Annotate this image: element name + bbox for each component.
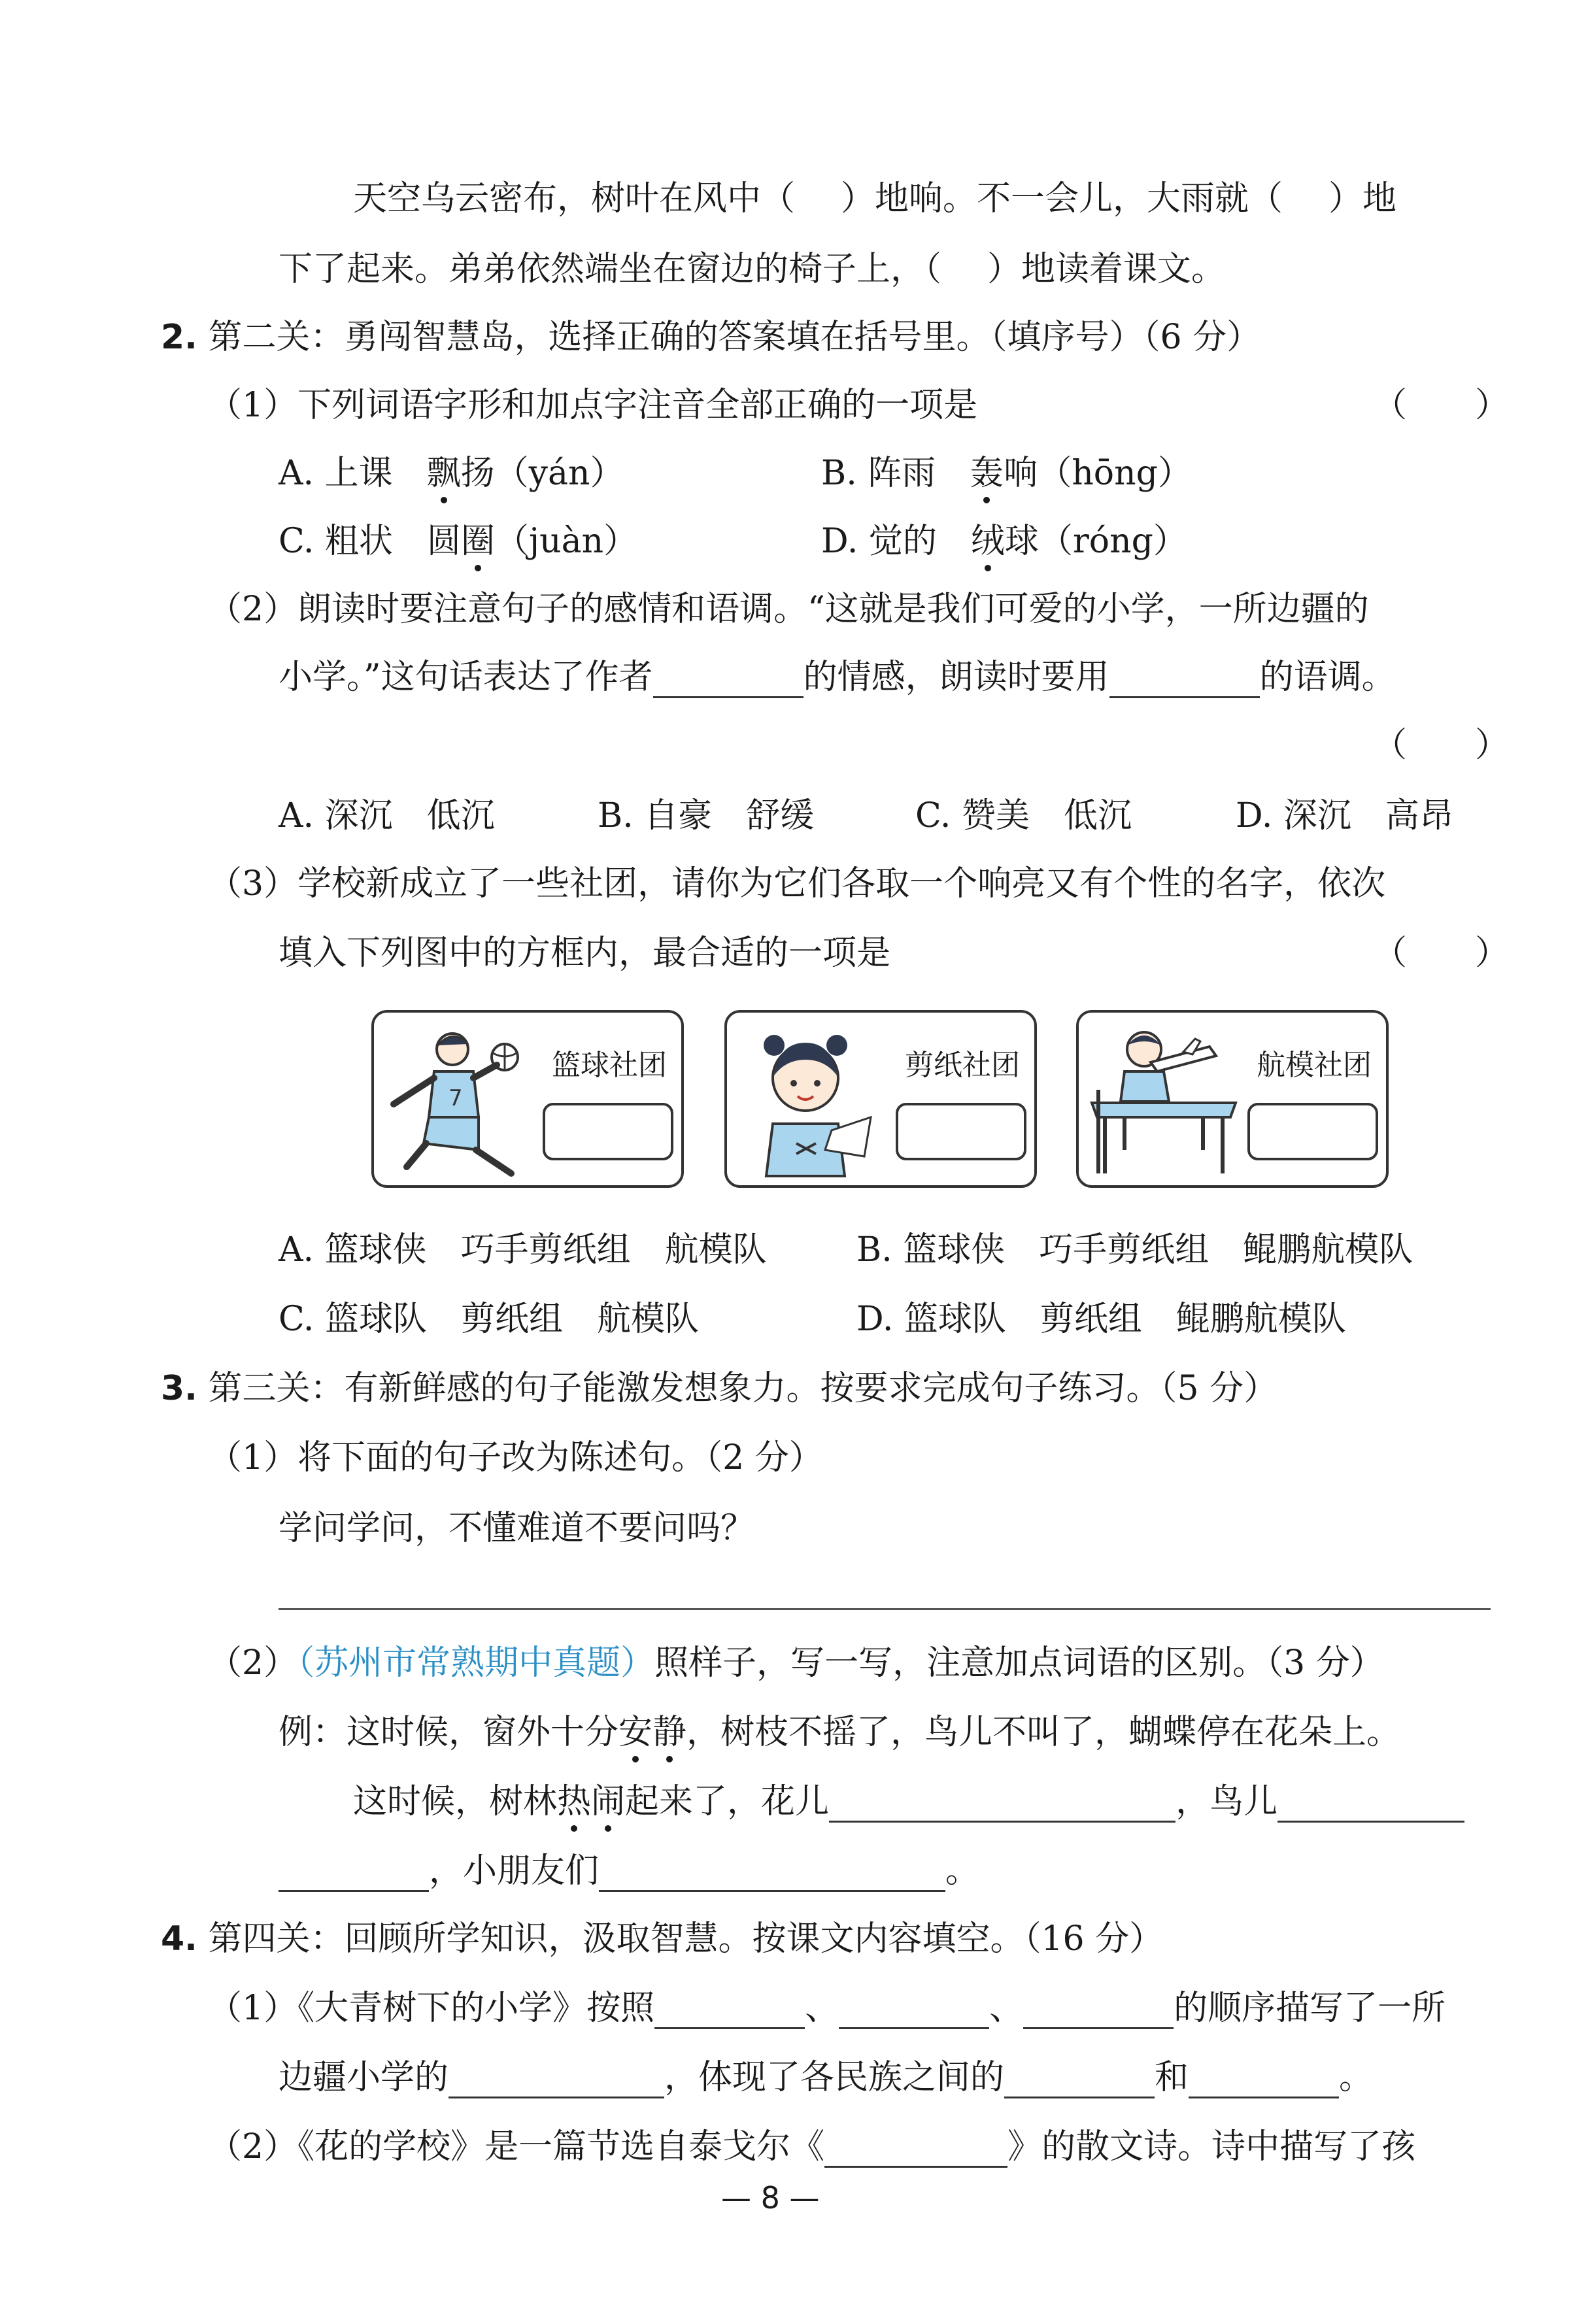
q3-2-line-1: 这时候，树林热闹起来了，花儿 ，鸟儿: [353, 1781, 1464, 1823]
q2-3-stem-1: （3）学校新成立了一些社团，请你为它们各取一个响亮又有个性的名字，依次: [208, 864, 1386, 903]
q3-1-stem: （1）将下面的句子改为陈述句。（2 分）: [208, 1438, 823, 1477]
q3-2-stem: （2）（苏州市常熟期中真题）照样子，写一写，注意加点词语的区别。（3 分）: [208, 1643, 1384, 1683]
answer-blank[interactable]: [829, 1784, 1176, 1823]
q2-2-option-d[interactable]: D. 深沉 高昂: [1236, 796, 1453, 835]
club-name-box[interactable]: [896, 1103, 1026, 1160]
papercut-girl-illustration: [734, 1019, 890, 1183]
question-2-title: 2. 第二关：勇闯智慧岛，选择正确的答案填在括号里。（填序号）（6 分）: [161, 318, 1261, 357]
q2-2-option-a[interactable]: A. 深沉 低沉: [279, 796, 495, 835]
club-name-box[interactable]: [543, 1103, 673, 1160]
model-plane-boy-illustration: [1085, 1019, 1242, 1183]
question-3-title: 3. 第三关：有新鲜感的句子能激发想象力。按要求完成句子练习。（5 分）: [161, 1369, 1278, 1408]
q2-1-option-c[interactable]: C. 粗状 圆圈（juàn）: [279, 522, 638, 561]
q3-2-example: 例：这时候，窗外十分安静，树枝不摇了，鸟儿不叫了，蝴蝶停在花朵上。: [279, 1713, 1401, 1752]
q4-1-line-2: 边疆小学的 ，体现了各民族之间的 和 。: [279, 2058, 1374, 2097]
answer-blank[interactable]: [654, 1991, 805, 2029]
question-4-title: 4. 第四关：回顾所学知识，汲取智慧。按课文内容填空。（16 分）: [161, 1919, 1164, 1959]
q2-1-option-d[interactable]: D. 觉的 绒球（róng）: [821, 522, 1187, 561]
answer-blank[interactable]: [1189, 2060, 1339, 2098]
dotted-char: 轰: [970, 454, 1004, 493]
club-name-papercut: 剪纸社团: [905, 1049, 1020, 1082]
q2-3-option-a[interactable]: A. 篮球侠 巧手剪纸组 航模队: [279, 1230, 767, 1270]
answer-blank[interactable]: [1109, 660, 1260, 698]
answer-blank[interactable]: [824, 2129, 1007, 2168]
answer-blank[interactable]: [279, 1853, 429, 1892]
q2-2-stem-1: （2）朗读时要注意句子的感情和语调。“这就是我们可爱的小学，一所边疆的: [208, 590, 1369, 629]
q2-1-answer-paren[interactable]: （ ）: [1373, 386, 1510, 425]
answer-blank[interactable]: [1277, 1784, 1464, 1823]
q2-3-stem-2: 填入下列图中的方框内，最合适的一项是: [279, 934, 891, 973]
answer-blank[interactable]: [1023, 1991, 1174, 2029]
cont-line-2: 下了起来。弟弟依然端坐在窗边的椅子上，（ ）地读着课文。: [279, 250, 1226, 289]
q2-3-answer-paren[interactable]: （ ）: [1373, 934, 1510, 973]
club-panel-model: [1076, 1010, 1389, 1188]
dotted-char: 飘: [426, 454, 461, 493]
club-name-model: 航模社团: [1257, 1049, 1372, 1082]
q2-1-option-b[interactable]: B. 阵雨 轰响（hōng）: [821, 454, 1192, 493]
club-panel-papercut: [724, 1010, 1037, 1188]
club-name-box[interactable]: [1247, 1103, 1378, 1160]
answer-blank[interactable]: [1004, 2060, 1155, 2098]
answer-blank[interactable]: [448, 2060, 664, 2098]
q2-3-option-d[interactable]: D. 篮球队 剪纸组 鲲鹏航模队: [856, 1300, 1346, 1339]
cont-line-1: 天空乌云密布，树叶在风中（ ）地响。不一会儿，大雨就（ ）地: [353, 179, 1397, 218]
answer-blank[interactable]: [839, 1991, 989, 2029]
q2-3-option-c[interactable]: C. 篮球队 剪纸组 航模队: [279, 1300, 699, 1339]
dotted-char: 热: [557, 1782, 592, 1821]
dotted-char: 安: [618, 1713, 653, 1752]
q2-2-option-b[interactable]: B. 自豪 舒缓: [598, 796, 815, 835]
q4-1-line-1: （1）《大青树下的小学》按照 、 、 的顺序描写了一所: [208, 1989, 1446, 2028]
q2-3-option-b[interactable]: B. 篮球侠 巧手剪纸组 鲲鹏航模队: [856, 1230, 1413, 1270]
club-panel-basketball: [371, 1010, 684, 1188]
page-number: — 8 —: [721, 2180, 820, 2215]
svg-text:7: 7: [448, 1085, 463, 1111]
q2-1-stem: （1）下列词语字形和加点字注音全部正确的一项是: [208, 386, 978, 425]
dotted-char: 圈: [461, 522, 496, 561]
dotted-char: 静: [652, 1713, 687, 1752]
basketball-player-illustration: [381, 1019, 537, 1183]
q2-2-answer-paren[interactable]: （ ）: [1373, 726, 1510, 765]
q3-1-sentence: 学问学问，不懂难道不要问吗？: [279, 1509, 755, 1548]
q2-1-option-a[interactable]: A. 上课 飘扬（yán）: [279, 454, 624, 493]
q3-2-line-2: ，小朋友们 。: [279, 1850, 979, 1892]
answer-line[interactable]: [279, 1608, 1491, 1610]
club-name-basketball: 篮球社团: [552, 1049, 667, 1082]
answer-blank[interactable]: [653, 660, 803, 698]
source-tag: （苏州市常熟期中真题）: [297, 1643, 655, 1683]
q4-2-line-1: （2）《花的学校》是一篇节选自泰戈尔《 》的散文诗。诗中描写了孩: [208, 2127, 1416, 2166]
answer-blank[interactable]: [599, 1853, 945, 1892]
dotted-char: 闹: [591, 1782, 626, 1821]
q2-2-option-c[interactable]: C. 赞美 低沉: [915, 796, 1132, 835]
q2-2-stem-2: 小学。”这句话表达了作者 的情感，朗读时要用 的语调。: [279, 658, 1396, 697]
dotted-char: 绒: [970, 522, 1005, 561]
